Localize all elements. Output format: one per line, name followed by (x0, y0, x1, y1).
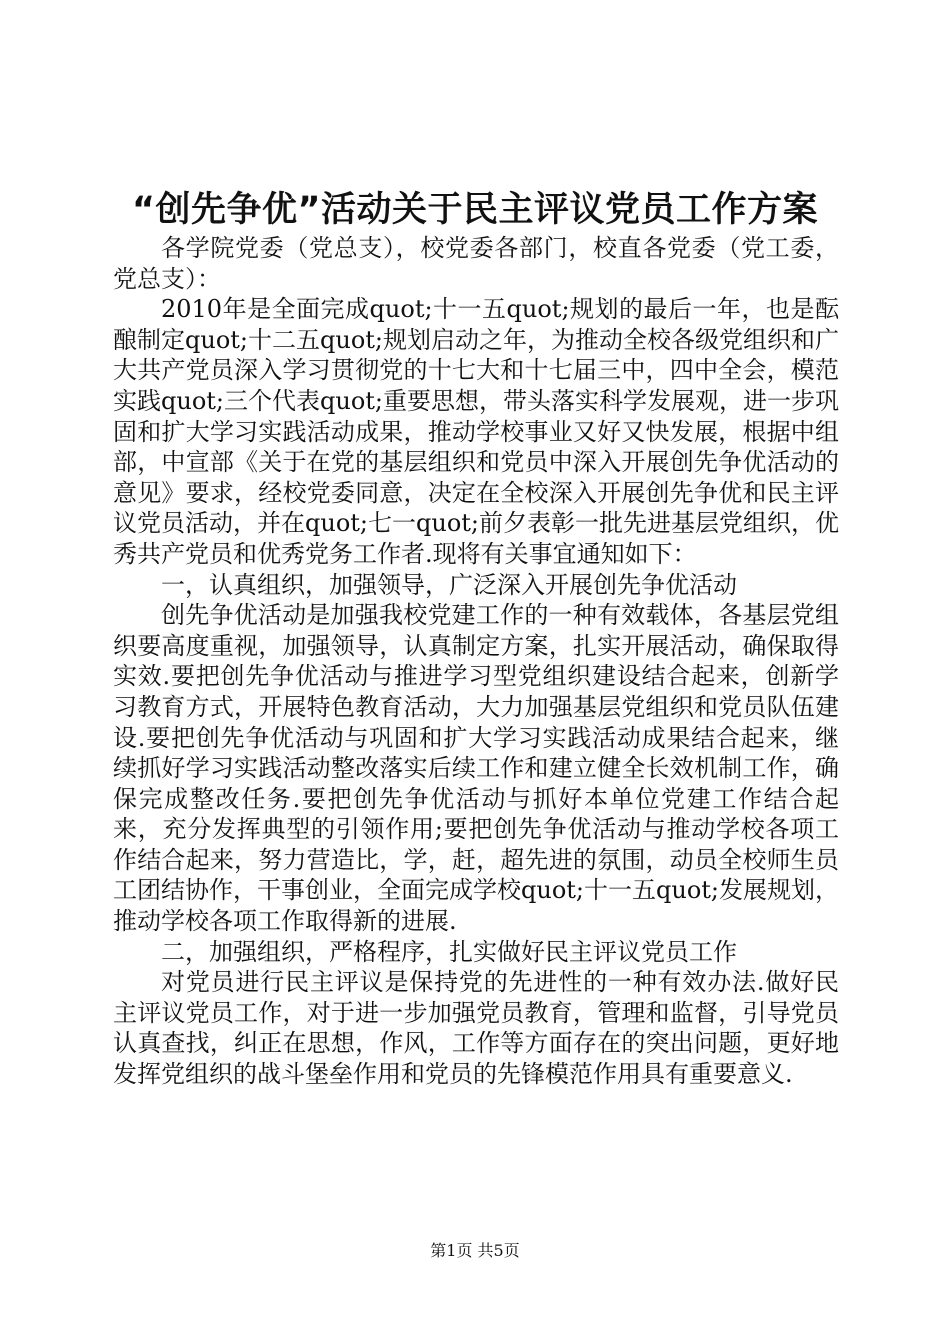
salutation-paragraph: 各学院党委（党总支），校党委各部门，校直各党委（党工委，党总支）： (113, 234, 839, 293)
section-one-paragraph: 创先争优活动是加强我校党建工作的一种有效载体，各基层党组织要高度重视，加强领导，认真制定方案，扎实开展活动，确保取得实效.要把创先争优活动与推进学习型党组织建设结合起来，创新学习教育方式，开展特色教育活动，大力加强基层党组织和党员队伍建设.要把创先争优活动与巩固和扩大学习实践活动成果结合起来，继续抓好学习实践活动整改落实后续工作和建立健全长效机制工作，确保完成整改任务.要把创先争优活动与抓好本单位党建工作结合起来，充分发挥典型的引领作用;要把创先争优活动与推动学校各项工作结合起来，努力营造比，学，赶，超先进的氛围，动员全校师生员工团结协作，干事创业，全面完成学校quot;十一五quot;发展规划，推动学校各项工作取得新的进展. (113, 601, 839, 936)
intro-paragraph: 2010年是全面完成quot;十一五quot;规划的最后一年，也是酝酿制定quot;十二五quot;规划启动之年，为推动全校各级党组织和广大共产党员深入学习贯彻党的十七大和十七届三中，四中全会，模范实践quot;三个代表quot;重要思想，带头落实科学发展观，进一步巩固和扩大学习实践活动成果，推动学校事业又好又快发展，根据中组部，中宣部《关于在党的基层组织和党员中深入开展创先争优活动的意见》要求，经校党委同意，决定在全校深入开展创先争优和民主评议党员活动，并在quot;七一quot;前夕表彰一批先进基层党组织，优秀共产党员和优秀党务工作者.现将有关事宜通知如下： (113, 295, 839, 568)
section-heading-one: 一，认真组织，加强领导，广泛深入开展创先争优活动 (161, 570, 737, 599)
section-two-paragraph: 对党员进行民主评议是保持党的先进性的一种有效办法.做好民主评议党员工作，对于进一步加强党员教育，管理和监督，引导党员认真查找，纠正在思想，作风，工作等方面存在的突出问题，更好地发挥党组织的战斗堡垒作用和党员的先锋模范作用具有重要意义. (113, 968, 839, 1089)
section-heading-two: 二，加强组织，严格程序，扎实做好民主评议党员工作 (161, 937, 737, 966)
document-title: “创先争优”活动关于民主评议党员工作方案 (131, 190, 818, 230)
page-footer (0, 1239, 950, 1263)
page-number: 第1页 共5页 (430, 1241, 520, 1260)
document-body (113, 233, 839, 1090)
